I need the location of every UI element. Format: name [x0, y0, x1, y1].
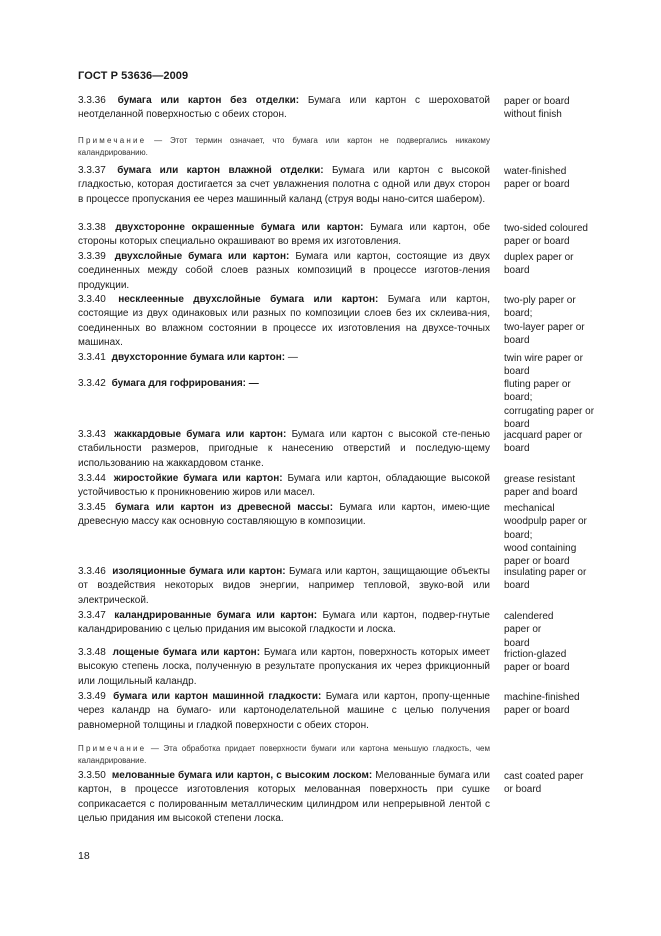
entry-3-3-43: [78, 428, 490, 471]
entry-number: 3.3.42: [78, 378, 106, 389]
entry-definition: Бумага или картон, подвер-гнутые каландрированию с целью придания им высокой гладкости и лоска.: [78, 610, 490, 636]
entry-3-3-49: [78, 690, 490, 733]
entry-term: жаккардовые бумага или картон:: [114, 429, 287, 440]
entry-number: 3.3.46: [78, 566, 106, 577]
entry-3-3-39: [78, 250, 490, 293]
entry-number: 3.3.41: [78, 352, 106, 363]
entry-term: двухсторонние бумага или картон:: [111, 352, 286, 363]
entry-3-3-41: [78, 351, 490, 365]
entry-3-3-47-en: [504, 610, 619, 650]
note-label: Примечание: [78, 136, 147, 145]
entry-definition: Бумага или картон, поверхность которых имеет высокую степень лоска, полученную в результате пропускания их через фрикционный или лощильный каландр.: [78, 647, 490, 687]
en-term-line: woodpulp paper or: [504, 516, 587, 528]
entry-term: двухсторонне окрашенные бумага или картон:: [115, 222, 364, 233]
entry-3-3-45-en: [504, 502, 619, 568]
en-term-line: machine-finished: [504, 692, 580, 703]
en-term-line: board: [504, 637, 530, 649]
en-term-line: board: [504, 580, 530, 592]
entry-number: 3.3.36: [78, 95, 106, 106]
entry-term: жиростойкие бумага или картон:: [113, 473, 283, 484]
en-term-line: board;: [504, 308, 533, 320]
entry-term: двухслойные бумага или картон:: [114, 251, 290, 262]
entry-term: несклеенные двухслойные бумага или картон:: [118, 294, 379, 305]
entry-definition: Бумага или картон с высокой гладкостью, которая достигается за счет увлажнения полотна с одной или двух сторон в процессе пропускания ее через машинный каланд (струя воды нано-сится шабером).: [78, 165, 491, 205]
en-term-line: grease resistant: [504, 474, 576, 485]
en-term-line: paper or board: [504, 662, 570, 674]
en-term-line: two-ply paper or: [504, 295, 576, 306]
entry-term: каландрированные бумага или картон:: [114, 610, 318, 621]
entry-term: мелованные бумага или картон, с высоким лоском:: [111, 770, 373, 781]
entry-number: 3.3.49: [78, 691, 106, 702]
entry-definition: Бумага или картон, защищающие объекты от воздействия некоторых видов энергии, например тепловой, звуко-вой или электрической.: [78, 566, 490, 606]
en-term-line: paper or board: [504, 96, 570, 107]
entry-number: 3.3.47: [78, 610, 106, 621]
entry-number: 3.3.38: [78, 222, 106, 233]
en-term-line: corrugating paper or: [504, 405, 595, 417]
entry-3-3-42: [78, 377, 490, 391]
entry-3-3-47: [78, 609, 490, 638]
entry-number: 3.3.39: [78, 251, 106, 262]
entry-definition: Бумага или картон, имею-щие древесную массу как основную составляющую в композиции.: [78, 502, 490, 528]
en-term-line: or board: [504, 784, 542, 796]
entry-number: 3.3.50: [78, 770, 106, 781]
entry-3-3-44-en: [504, 473, 619, 500]
en-term-line: jacquard paper or: [504, 430, 583, 441]
entry-3-3-39-en: [504, 251, 619, 278]
en-term-line: friction-glazed: [504, 649, 567, 660]
en-term-line: without finish: [504, 109, 562, 121]
entry-term: бумага или картон влажной отделки:: [117, 165, 324, 176]
entry-definition: Бумага или картон, состоящие из двух одинаковых или разных по композиции слоев без их склеива-ния, соединенных во влажном состоянии в процессе их изготовления на двухсе-точных машинах.: [78, 294, 490, 348]
entry-3-3-38-en: [504, 222, 619, 249]
note-1: [78, 135, 490, 159]
en-term-line: water-finished: [504, 166, 567, 177]
en-term-line: paper or: [504, 624, 542, 636]
document-header: ГОСТ Р 53636—2009: [78, 70, 189, 82]
entry-3-3-46: [78, 565, 490, 608]
entry-3-3-43-en: [504, 429, 619, 456]
en-term-line: insulating paper or: [504, 567, 587, 578]
entry-3-3-37-en: [504, 165, 619, 192]
entry-definition: Мелованные бумага или картон, в процессе изготовления которых мелованная поверхность при сушке соприкасается с полированным металлическим цилиндром или непрерывной лентой с целью придания им высокой степени лоска.: [78, 770, 491, 824]
entry-3-3-36: [78, 94, 490, 123]
en-term-line: wood containing: [504, 542, 577, 554]
en-term-line: duplex paper or: [504, 252, 574, 263]
en-term-line: two-layer paper or: [504, 321, 585, 333]
entry-3-3-40-en: [504, 294, 619, 347]
en-term-line: board: [504, 334, 530, 346]
en-term-line: board: [504, 418, 530, 430]
en-term-line: board;: [504, 392, 533, 404]
entry-term: бумага или картон машинной гладкости:: [113, 691, 322, 702]
en-term-line: board: [504, 265, 530, 277]
entry-3-3-50: [78, 769, 490, 826]
en-term-line: mechanical: [504, 503, 555, 514]
en-term-line: twin wire paper or: [504, 353, 583, 364]
entry-number: 3.3.43: [78, 429, 106, 440]
en-term-line: paper or board: [504, 705, 570, 717]
entry-term: лощеные бумага или картон:: [112, 647, 261, 658]
entry-3-3-48-en: [504, 648, 619, 675]
entry-3-3-37: [78, 164, 490, 207]
entry-term: изоляционные бумага или картон:: [112, 566, 286, 577]
entry-3-3-44: [78, 472, 490, 501]
entry-3-3-45: [78, 501, 490, 530]
entry-3-3-41-en: [504, 352, 619, 379]
entry-definition: Бумага или картон, пропу-щенные через каландр на бумаго- или картоноделательной машине с целью получения равномерной толщины и гладкой поверхности с обеих сторон.: [78, 691, 490, 731]
entry-term: бумага для гофрирования: —: [111, 378, 259, 389]
entry-3-3-46-en: [504, 566, 619, 593]
entry-definition: Бумага или картон, обе стороны которых специально окрашивают во время их изготовления.: [78, 222, 491, 248]
entry-3-3-42-en: [504, 378, 619, 431]
en-term-line: two-sided coloured: [504, 223, 588, 234]
entry-3-3-36-en: [504, 95, 619, 122]
en-term-line: fluting paper or: [504, 379, 571, 390]
en-term-line: board: [504, 443, 530, 455]
note-2: [78, 743, 490, 767]
entry-3-3-38: [78, 221, 490, 250]
entry-term: бумага или картон из древесной массы:: [115, 502, 334, 513]
entry-definition: Бумага или картон с шероховатой неотделанной поверхностью с обеих сторон.: [78, 95, 491, 121]
entry-3-3-49-en: [504, 691, 619, 718]
entry-number: 3.3.45: [78, 502, 106, 513]
entry-term: бумага или картон без отделки:: [117, 95, 300, 106]
entry-3-3-50-en: [504, 770, 619, 797]
page-number: 18: [78, 850, 90, 862]
en-term-line: paper or board: [504, 236, 570, 248]
en-term-line: calendered: [504, 611, 554, 622]
entry-number: 3.3.37: [78, 165, 106, 176]
entry-3-3-40: [78, 293, 490, 350]
note-text: — Этот термин означает, что бумага или картон не подвергались никакому каландрированию.: [78, 136, 490, 157]
en-term-line: board: [504, 366, 530, 378]
entry-definition: Бумага или картон, обладающие высокой устойчивостью к проникновению жиров или масел.: [78, 473, 491, 499]
en-term-line: cast coated paper: [504, 771, 584, 782]
entry-3-3-48: [78, 646, 490, 689]
en-term-line: paper or board: [504, 179, 570, 191]
entry-number: 3.3.48: [78, 647, 106, 658]
note-text: — Эта обработка придает поверхности бумаги или картона меньшую гладкость, чем каландрирование.: [78, 744, 490, 765]
en-term-line: paper and board: [504, 487, 578, 499]
entry-number: 3.3.44: [78, 473, 106, 484]
entry-definition: Бумага или картон, состоящие из двух соединенных между собой слоев разных композиций в процессе изготов-ления продукции.: [78, 251, 490, 291]
en-term-line: board;: [504, 529, 533, 541]
entry-definition: Бумага или картон с высокой сте-пенью стабильности размеров, пригодные к нанесению отверстий и последую-щему использованию на жаккардовом станке.: [78, 429, 491, 469]
entry-definition: —: [287, 352, 298, 363]
entry-number: 3.3.40: [78, 294, 106, 305]
note-label: Примечание: [78, 744, 147, 753]
en-term-line: paper or board: [504, 556, 570, 568]
